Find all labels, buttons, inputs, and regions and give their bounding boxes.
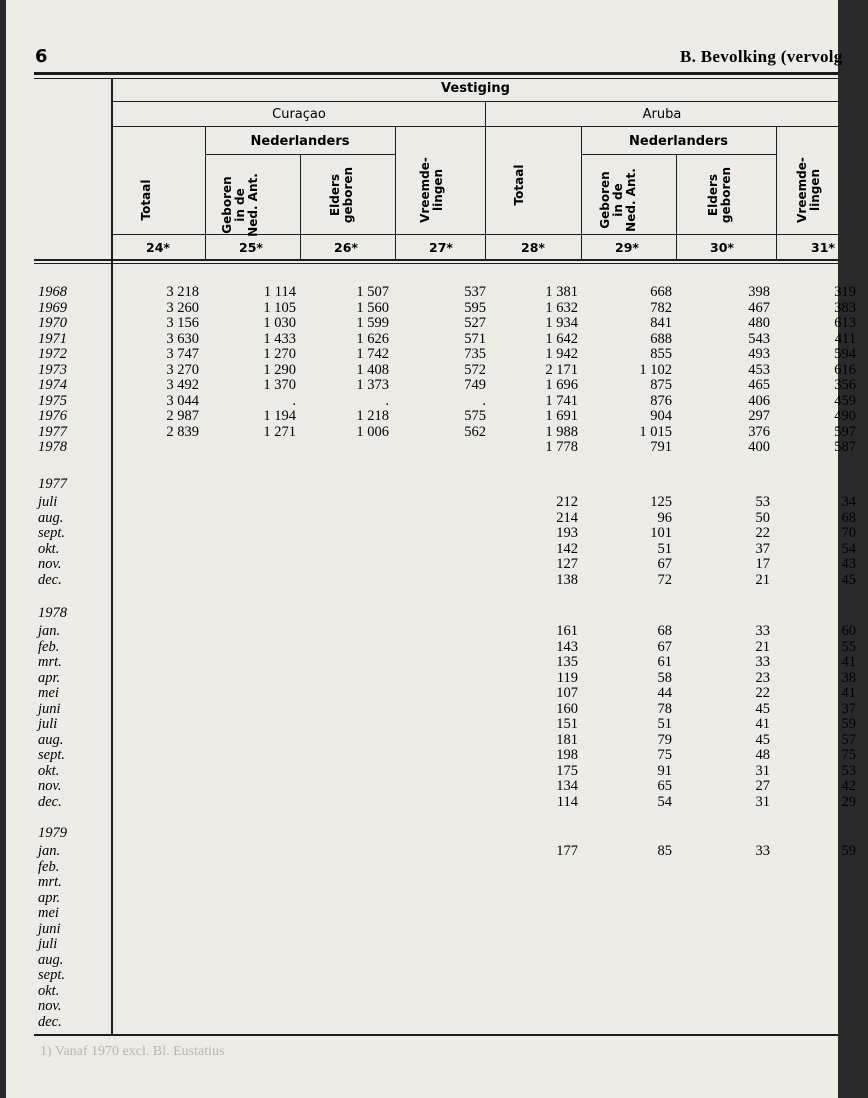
table-cell: 72: [657, 571, 672, 588]
table-cell: 3 044: [166, 392, 199, 409]
table-cell: 53: [841, 762, 856, 779]
table-cell: 79: [657, 731, 672, 748]
row-label: aug.: [38, 509, 64, 526]
table-cell: 597: [834, 423, 856, 440]
table-cell: 2 839: [166, 423, 199, 440]
table-cell: 91: [657, 762, 672, 779]
table-cell: 41: [841, 685, 856, 701]
table-cell: 319: [834, 284, 856, 300]
table-cell: 31: [755, 762, 770, 779]
row-label: apr.: [38, 889, 61, 906]
table-cell: 43: [841, 556, 856, 572]
table-cell: 1 373: [356, 377, 389, 393]
rule-aruba: [486, 126, 838, 127]
table-cell: 459: [834, 392, 856, 409]
table-cell: 1 006: [356, 423, 389, 440]
table-cell: 493: [748, 346, 770, 362]
table-cell: 29: [841, 793, 856, 810]
row-label: 1972: [38, 346, 67, 362]
rule-below-numbers: [34, 259, 838, 261]
table-cell: 21: [755, 638, 770, 655]
table-cell: 791: [650, 439, 672, 455]
col-label: Vreemde- lingen: [795, 157, 822, 223]
table-cell: 1 030: [263, 315, 296, 331]
table-cell: 33: [755, 623, 770, 639]
row-label: sept.: [38, 967, 65, 983]
group-aruba: Aruba: [642, 107, 682, 122]
table-cell: 537: [464, 284, 486, 300]
table-cell: 572: [464, 361, 486, 378]
rule-under-title: [113, 101, 838, 102]
table-cell: 143: [556, 638, 578, 655]
table-cell: 68: [657, 623, 672, 639]
row-label: 1970: [38, 315, 67, 331]
col-label: Elders geboren: [706, 166, 733, 224]
table-cell: 17: [755, 556, 770, 572]
table-cell: 400: [748, 439, 770, 455]
table-cell: 1 691: [545, 408, 578, 424]
table-cell: 33: [755, 654, 770, 670]
table-cell: 160: [556, 700, 578, 717]
table-cell: 75: [841, 747, 856, 763]
bottom-rule: [34, 1034, 838, 1036]
table-cell: 3 270: [166, 361, 199, 378]
col-number: 30*: [710, 240, 734, 255]
table-cell: .: [385, 392, 389, 409]
table-cell: 1 102: [639, 361, 672, 378]
table-cell: 1 433: [263, 330, 296, 347]
table-cell: 193: [556, 525, 578, 541]
table-title: Vestiging: [441, 81, 510, 96]
table-cell: 114: [556, 793, 578, 810]
table-cell: 571: [464, 330, 486, 347]
table-cell: 161: [556, 623, 578, 639]
row-label: mrt.: [38, 654, 62, 670]
table-cell: 45: [841, 571, 856, 588]
table-cell: 31: [755, 793, 770, 810]
table-cell: 177: [556, 843, 578, 859]
row-label: okt.: [38, 982, 60, 999]
table-cell: 1 194: [263, 408, 296, 424]
row-label: apr.: [38, 669, 61, 686]
table-cell: 1 114: [263, 284, 296, 300]
table-cell: 22: [755, 685, 770, 701]
table-cell: 70: [841, 525, 856, 541]
table-cell: 41: [841, 654, 856, 670]
stub-divider: [111, 78, 113, 1035]
block-heading: 1978: [38, 605, 67, 621]
table-cell: 67: [657, 638, 672, 655]
row-label: jan.: [38, 623, 61, 639]
table-cell: 53: [755, 494, 770, 510]
table-cell: 135: [556, 654, 578, 670]
table-cell: 68: [841, 509, 856, 526]
table-cell: 2 987: [166, 408, 199, 424]
col-number: 24*: [146, 240, 170, 255]
table-cell: 465: [748, 377, 770, 393]
top-rule-thin: [34, 78, 838, 79]
table-cell: 297: [748, 408, 770, 424]
col-number: 31*: [811, 240, 835, 255]
table-cell: 3 747: [166, 346, 199, 362]
section-title: B. Bevolking (vervolg: [680, 47, 843, 66]
table-cell: 75: [657, 747, 672, 763]
table-cell: 1 270: [263, 346, 296, 362]
table-cell: 1 560: [356, 299, 389, 316]
table-cell: 3 630: [166, 330, 199, 347]
table-cell: 3 218: [166, 284, 199, 300]
table-cell: 59: [841, 716, 856, 732]
table-cell: 119: [556, 669, 578, 686]
row-label: 1971: [38, 330, 67, 347]
table-cell: 575: [464, 408, 486, 424]
table-cell: 41: [755, 716, 770, 732]
col-label: Vreemde- lingen: [418, 157, 445, 223]
table-cell: 212: [556, 494, 578, 510]
col-number: 28*: [521, 240, 545, 255]
table-cell: 594: [834, 346, 856, 362]
table-cell: 27: [755, 778, 770, 794]
table-cell: 1 942: [545, 346, 578, 362]
rule-curacao: [113, 126, 485, 127]
table-cell: 61: [657, 654, 672, 670]
table-cell: 562: [464, 423, 486, 440]
table-cell: 138: [556, 571, 578, 588]
table-cell: 65: [657, 778, 672, 794]
row-label: okt.: [38, 540, 60, 557]
col-number: 25*: [239, 240, 263, 255]
table-cell: 78: [657, 700, 672, 717]
table-cell: 22: [755, 525, 770, 541]
table-cell: 1 218: [356, 408, 389, 424]
page-number: 6: [35, 46, 48, 67]
table-cell: 85: [657, 843, 672, 859]
table-cell: 3 260: [166, 299, 199, 316]
table-cell: 1 370: [263, 377, 296, 393]
row-label: sept.: [38, 747, 65, 763]
table-cell: 376: [748, 423, 770, 440]
table-cell: 1 599: [356, 315, 389, 331]
table-cell: 51: [657, 716, 672, 732]
table-cell: 2 171: [545, 361, 578, 378]
row-label: dec.: [38, 793, 62, 810]
table-cell: 467: [748, 299, 770, 316]
table-cell: 543: [748, 330, 770, 347]
table-cell: 125: [650, 494, 672, 510]
table-cell: 1 507: [356, 284, 389, 300]
table-cell: 1 271: [263, 423, 296, 440]
row-label: sept.: [38, 525, 65, 541]
table-cell: 735: [464, 346, 486, 362]
island-divider: [485, 101, 486, 260]
table-cell: 1 642: [545, 330, 578, 347]
table-cell: 1 105: [263, 299, 296, 316]
row-label: 1975: [38, 392, 67, 409]
row-label: feb.: [38, 858, 60, 875]
table-cell: 37: [755, 540, 770, 557]
row-label: juli: [38, 716, 58, 732]
table-cell: 876: [650, 392, 672, 409]
table-cell: 1 015: [639, 423, 672, 440]
block-heading: 1979: [38, 825, 67, 841]
col-number: 29*: [615, 240, 639, 255]
table-cell: 59: [841, 843, 856, 859]
row-label: nov.: [38, 998, 62, 1014]
row-label: mei: [38, 905, 59, 921]
table-cell: 406: [748, 392, 770, 409]
row-label: jan.: [38, 843, 61, 859]
table-cell: 44: [657, 685, 672, 701]
table-cell: 175: [556, 762, 578, 779]
table-cell: 23: [755, 669, 770, 686]
row-label: 1968: [38, 284, 67, 300]
row-label: mei: [38, 685, 59, 701]
table-cell: 875: [650, 377, 672, 393]
table-cell: 841: [650, 315, 672, 331]
table-cell: 134: [556, 778, 578, 794]
table-cell: 45: [755, 700, 770, 717]
group-curacao: Curaçao: [272, 107, 326, 122]
table-cell: 356: [834, 377, 856, 393]
table-cell: 34: [841, 494, 856, 510]
row-label: juni: [38, 700, 61, 717]
table-cell: 782: [650, 299, 672, 316]
table-cell: 3 156: [166, 315, 199, 331]
table-cell: 595: [464, 299, 486, 316]
table-cell: 1 632: [545, 299, 578, 316]
table-cell: 214: [556, 509, 578, 526]
table-cell: 54: [841, 540, 856, 557]
table-cell: 151: [556, 716, 578, 732]
row-label: nov.: [38, 556, 62, 572]
table-cell: 587: [834, 439, 856, 455]
row-label: dec.: [38, 571, 62, 588]
table-cell: 616: [834, 361, 856, 378]
row-label: okt.: [38, 762, 60, 779]
table-cell: 57: [841, 731, 856, 748]
row-label: 1977: [38, 423, 67, 440]
page: [6, 0, 856, 1098]
table-cell: 198: [556, 747, 578, 763]
table-cell: 480: [748, 315, 770, 331]
table-cell: 181: [556, 731, 578, 748]
table-cell: 42: [841, 778, 856, 794]
group-nederlanders-aruba: Nederlanders: [629, 134, 728, 149]
col-label: Totaal: [139, 179, 153, 221]
table-cell: 107: [556, 685, 578, 701]
table-cell: 67: [657, 556, 672, 572]
table-cell: 60: [841, 623, 856, 639]
table-cell: 1 934: [545, 315, 578, 331]
table-cell: 33: [755, 843, 770, 859]
row-label: aug.: [38, 951, 64, 968]
table-cell: 1 742: [356, 346, 389, 362]
row-label: 1974: [38, 377, 67, 393]
table-cell: 1 408: [356, 361, 389, 378]
table-cell: 668: [650, 284, 672, 300]
row-label: 1978: [38, 439, 67, 455]
table-cell: 96: [657, 509, 672, 526]
row-label: feb.: [38, 638, 60, 655]
row-label: juni: [38, 920, 61, 937]
table-cell: 453: [748, 361, 770, 378]
col-label: Totaal: [512, 164, 526, 206]
col-label: Geboren in de Ned. Ant.: [220, 173, 260, 237]
footnote: 1) Vanaf 1970 excl. Bl. Eustatius: [40, 1044, 225, 1059]
row-label: 1976: [38, 408, 67, 424]
table-cell: .: [482, 392, 486, 409]
table-cell: 855: [650, 346, 672, 362]
table-cell: 398: [748, 284, 770, 300]
table-cell: 749: [464, 377, 486, 393]
table-cell: 613: [834, 315, 856, 331]
table-cell: 1 696: [545, 377, 578, 393]
table-cell: 38: [841, 669, 856, 686]
block-heading: 1977: [38, 476, 67, 492]
table-cell: 383: [834, 299, 856, 316]
row-label: juli: [38, 494, 58, 510]
table-cell: 55: [841, 638, 856, 655]
table-cell: 21: [755, 571, 770, 588]
table-cell: 45: [755, 731, 770, 748]
table-cell: 3 492: [166, 377, 199, 393]
table-cell: 50: [755, 509, 770, 526]
table-cell: 1 290: [263, 361, 296, 378]
table-cell: 411: [834, 330, 856, 347]
top-rule: [34, 72, 838, 75]
table-cell: 142: [556, 540, 578, 557]
col-number: 26*: [334, 240, 358, 255]
col-label: Geboren in de Ned. Ant.: [598, 168, 638, 232]
row-label: mrt.: [38, 874, 62, 890]
row-label: 1973: [38, 361, 67, 378]
table-cell: 1 988: [545, 423, 578, 440]
table-cell: 127: [556, 556, 578, 572]
row-label: dec.: [38, 1013, 62, 1030]
table-cell: 51: [657, 540, 672, 557]
table-cell: .: [292, 392, 296, 409]
row-label: 1969: [38, 299, 67, 316]
row-label: nov.: [38, 778, 62, 794]
table-cell: 1 381: [545, 284, 578, 300]
col-number: 27*: [429, 240, 453, 255]
table-cell: 490: [834, 408, 856, 424]
table-cell: 1 741: [545, 392, 578, 409]
table-cell: 58: [657, 669, 672, 686]
table-cell: 904: [650, 408, 672, 424]
col-label: Elders geboren: [328, 166, 355, 224]
table-cell: 1 778: [545, 439, 578, 455]
table-cell: 37: [841, 700, 856, 717]
row-label: aug.: [38, 731, 64, 748]
col-divider: [776, 126, 777, 260]
table-cell: 101: [650, 525, 672, 541]
group-nederlanders-curacao: Nederlanders: [250, 134, 350, 149]
table-cell: 54: [657, 793, 672, 810]
rule-below-numbers-thin: [34, 263, 838, 264]
table-cell: 527: [464, 315, 486, 331]
table-cell: 48: [755, 747, 770, 763]
table-cell: 688: [650, 330, 672, 347]
row-label: juli: [38, 936, 58, 952]
table-cell: 1 626: [356, 330, 389, 347]
